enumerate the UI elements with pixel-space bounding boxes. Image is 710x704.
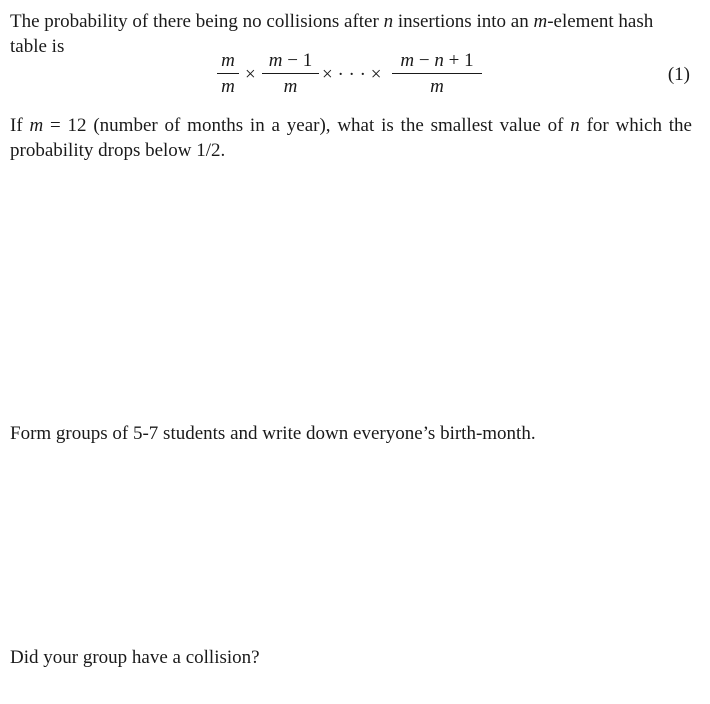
intro-paragraph: The probability of there being no collisions after n insertions into an m-element hash table is: [10, 11, 654, 57]
collision-question: Did your group have a collision?: [10, 647, 260, 668]
ellipsis-operator: × · · · ×: [322, 64, 382, 85]
activity-instruction: Form groups of 5-7 students and write down everyone’s birth-month.: [10, 423, 536, 444]
variable-m: m: [533, 11, 548, 32]
times-operator: ×: [245, 64, 256, 85]
equation-number: (1): [667, 64, 690, 85]
probability-equation: [0, 50, 710, 102]
fraction-1: m m: [217, 50, 239, 98]
fraction-3: m − n + 1 m: [392, 50, 482, 98]
question-paragraph: If m = 12 (number of months in a year), what is the smallest value of n for which the probability drops below 1/2.: [10, 115, 692, 161]
fraction-2: m − 1 m: [262, 50, 319, 98]
variable-n: n: [383, 11, 394, 32]
